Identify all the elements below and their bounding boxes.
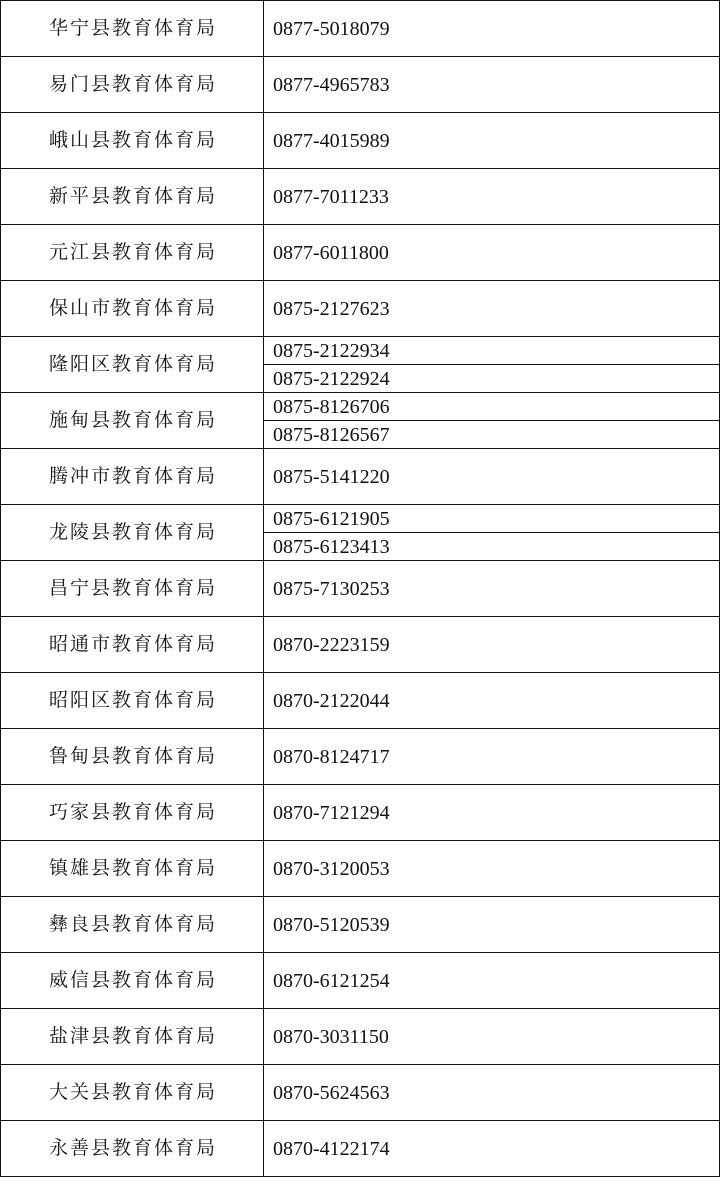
table-row	[1, 57, 720, 113]
phone-number-cell: 0870-7121294	[264, 785, 720, 841]
phone-number-cell: 0870-5120539	[264, 897, 720, 953]
table-row	[1, 617, 720, 673]
table-row	[1, 785, 720, 841]
table-row	[1, 169, 720, 225]
phone-number-cell: 0870-6121254	[264, 953, 720, 1009]
phone-number-cell: 0875-8126567	[264, 421, 720, 449]
table-row	[1, 729, 720, 785]
org-name-cell: 腾冲市教育体育局	[1, 449, 264, 505]
phone-number-cell: 0875-6121905	[264, 505, 720, 533]
table-row	[1, 561, 720, 617]
phone-number-cell: 0877-4015989	[264, 113, 720, 169]
org-name-cell: 昌宁县教育体育局	[1, 561, 264, 617]
phone-number-cell: 0870-3120053	[264, 841, 720, 897]
org-name-cell: 巧家县教育体育局	[1, 785, 264, 841]
phone-number-cell: 0875-2122934	[264, 337, 720, 365]
phone-number-cell: 0870-8124717	[264, 729, 720, 785]
phone-number-cell: 0870-2122044	[264, 673, 720, 729]
table-row	[1, 225, 720, 281]
phone-number-cell: 0877-4965783	[264, 57, 720, 113]
phone-number-cell: 0875-2122924	[264, 365, 720, 393]
phone-number-cell: 0875-5141220	[264, 449, 720, 505]
table-row	[1, 337, 720, 365]
org-name-cell: 盐津县教育体育局	[1, 1009, 264, 1065]
table-row	[1, 1, 720, 57]
table-row	[1, 841, 720, 897]
org-name-cell: 鲁甸县教育体育局	[1, 729, 264, 785]
contact-table-body	[1, 1, 720, 1177]
table-row	[1, 673, 720, 729]
table-row	[1, 1009, 720, 1065]
org-name-cell: 威信县教育体育局	[1, 953, 264, 1009]
org-name-cell: 昭阳区教育体育局	[1, 673, 264, 729]
table-row	[1, 449, 720, 505]
org-name-cell: 昭通市教育体育局	[1, 617, 264, 673]
table-row	[1, 505, 720, 533]
org-name-cell: 永善县教育体育局	[1, 1121, 264, 1177]
table-row	[1, 897, 720, 953]
table-row	[1, 1121, 720, 1177]
phone-number-cell: 0875-2127623	[264, 281, 720, 337]
phone-number-cell: 0870-4122174	[264, 1121, 720, 1177]
table-row	[1, 281, 720, 337]
org-name-cell: 大关县教育体育局	[1, 1065, 264, 1121]
table-row	[1, 113, 720, 169]
org-name-cell: 施甸县教育体育局	[1, 393, 264, 449]
phone-number-cell: 0870-2223159	[264, 617, 720, 673]
table-row	[1, 393, 720, 421]
phone-number-cell: 0875-6123413	[264, 533, 720, 561]
phone-number-cell: 0877-5018079	[264, 1, 720, 57]
org-name-cell: 龙陵县教育体育局	[1, 505, 264, 561]
org-name-cell: 保山市教育体育局	[1, 281, 264, 337]
phone-number-cell: 0870-5624563	[264, 1065, 720, 1121]
table-row	[1, 1065, 720, 1121]
phone-number-cell: 0875-8126706	[264, 393, 720, 421]
table-row	[1, 953, 720, 1009]
org-name-cell: 元江县教育体育局	[1, 225, 264, 281]
org-name-cell: 隆阳区教育体育局	[1, 337, 264, 393]
org-name-cell: 镇雄县教育体育局	[1, 841, 264, 897]
org-name-cell: 峨山县教育体育局	[1, 113, 264, 169]
phone-number-cell: 0877-7011233	[264, 169, 720, 225]
phone-number-cell: 0877-6011800	[264, 225, 720, 281]
phone-number-cell: 0870-3031150	[264, 1009, 720, 1065]
org-name-cell: 易门县教育体育局	[1, 57, 264, 113]
org-name-cell: 华宁县教育体育局	[1, 1, 264, 57]
org-name-cell: 彝良县教育体育局	[1, 897, 264, 953]
org-name-cell: 新平县教育体育局	[1, 169, 264, 225]
phone-number-cell: 0875-7130253	[264, 561, 720, 617]
